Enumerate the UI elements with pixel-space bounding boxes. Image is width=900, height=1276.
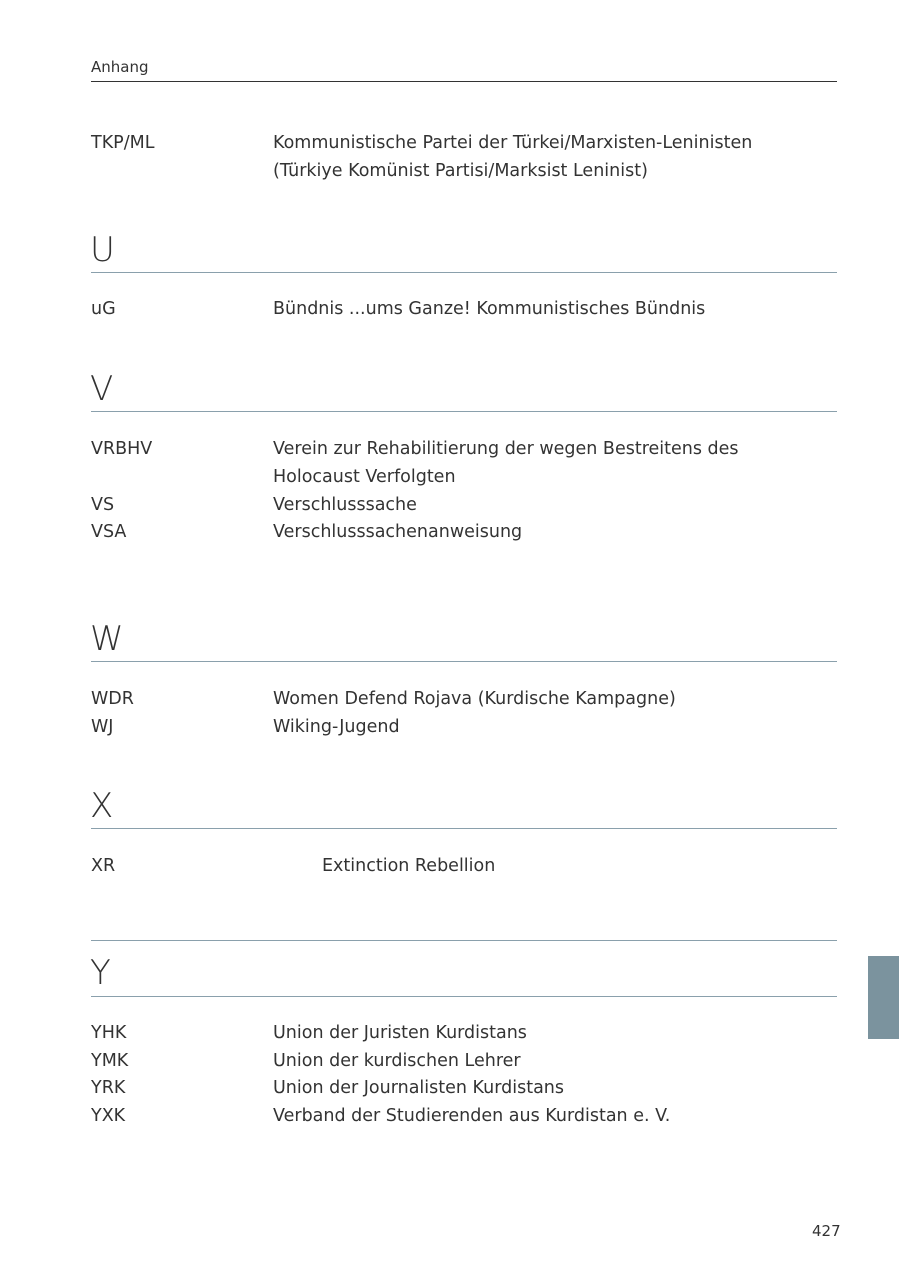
def-vsa: Verschlusssachenanweisung	[273, 522, 523, 542]
abbr-xr: XR	[91, 856, 116, 876]
header-rule	[91, 81, 837, 82]
section-rule-y	[91, 996, 837, 997]
abbr-wj: WJ	[91, 717, 114, 737]
def-yhk: Union der Juristen Kurdistans	[273, 1023, 527, 1043]
def-yrk: Union der Journalisten Kurdistans	[273, 1078, 565, 1098]
def-vrbhv-line1: Verein zur Rehabilitierung der wegen Bestreitens des	[273, 439, 739, 459]
page-number: 427	[812, 1222, 841, 1240]
section-letter-w: W	[90, 619, 124, 659]
def-tkpml-line1: Kommunistische Partei der Türkei/Marxisten-Leninisten	[273, 133, 753, 153]
section-rule-x	[91, 828, 837, 829]
def-ymk: Union der kurdischen Lehrer	[273, 1051, 521, 1071]
abbr-vs: VS	[91, 495, 115, 515]
def-ug: Bündnis ...ums Ganze! Kommunistisches Bündnis	[273, 299, 706, 319]
running-header: Anhang	[91, 58, 149, 76]
def-vs: Verschlusssache	[273, 495, 417, 515]
def-xr: Extinction Rebellion	[322, 856, 496, 876]
abbr-yrk: YRK	[91, 1078, 126, 1098]
abbr-ymk: YMK	[91, 1051, 129, 1071]
section-letter-u: U	[90, 230, 115, 270]
abbr-yxk: YXK	[91, 1106, 126, 1126]
def-wdr: Women Defend Rojava (Kurdische Kampagne)	[273, 689, 676, 709]
side-thumb-tab	[868, 956, 899, 1039]
section-rule-y-top	[91, 940, 837, 941]
abbr-yhk: YHK	[91, 1023, 127, 1043]
abbr-vsa: VSA	[91, 522, 127, 542]
section-rule-w	[91, 661, 837, 662]
def-tkpml-line2: (Türkiye Komünist Partisi/Marksist Leninist)	[273, 161, 648, 181]
abbr-tkpml: TKP/ML	[91, 133, 155, 153]
section-rule-u	[91, 272, 837, 273]
section-letter-v: V	[90, 369, 114, 409]
section-letter-x: X	[90, 786, 114, 826]
def-wj: Wiking-Jugend	[273, 717, 400, 737]
abbr-ug: uG	[91, 299, 116, 319]
def-vrbhv-line2: Holocaust Verfolgten	[273, 467, 456, 487]
abbr-wdr: WDR	[91, 689, 134, 709]
section-rule-v	[91, 411, 837, 412]
def-yxk: Verband der Studierenden aus Kurdistan e. V.	[273, 1106, 671, 1126]
section-letter-y: Y	[90, 953, 111, 993]
abbr-vrbhv: VRBHV	[91, 439, 153, 459]
